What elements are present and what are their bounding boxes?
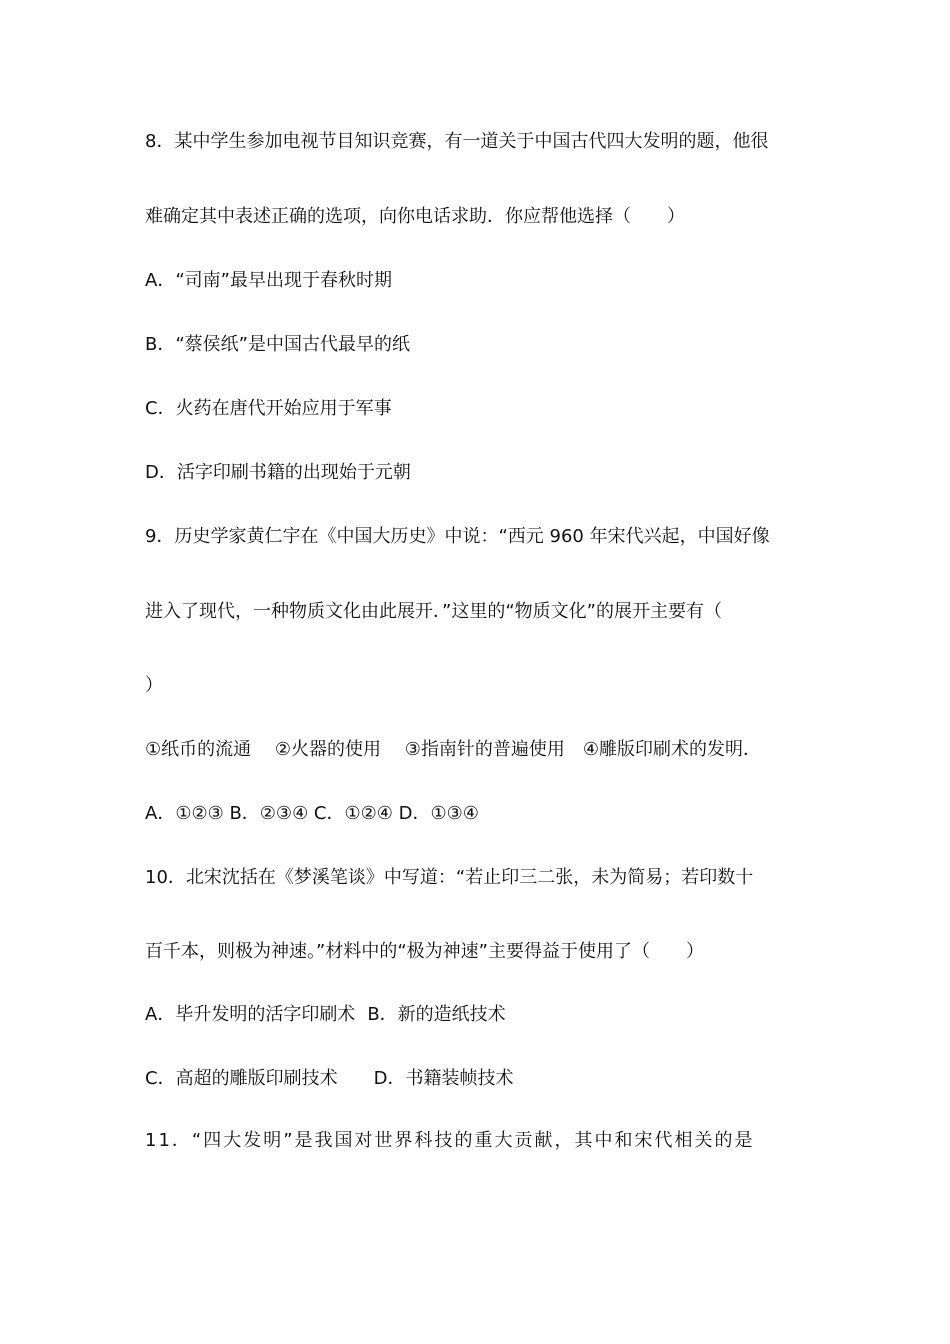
question-8-stem-line-1: 8．某中学生参加电视节目知识竞赛，有一道关于中国古代四大发明的题，他很	[145, 131, 769, 152]
question-11-stem-line-1: 11．“四大发明”是我国对世界科技的重大贡献，其中和宋代相关的是	[145, 1130, 755, 1151]
question-9-stem-line-2: 进入了现代，一种物质文化由此展开．”这里的“物质文化”的展开主要有（	[145, 601, 722, 622]
question-8-option-a: A．“司南”最早出现于春秋时期	[145, 270, 392, 291]
question-10-options-row-1	[145, 1003, 506, 1027]
question-9-options: A．①②③ B．②③④ C．①②④ D．①③④	[145, 803, 479, 824]
question-10-option-a: A．毕升发明的活字印刷术	[145, 1004, 356, 1025]
question-9-stem-line-3: ）	[145, 675, 163, 696]
question-8-option-c: C．火药在唐代开始应用于军事	[145, 398, 392, 419]
question-9-stem-line-1: 9．历史学家黄仁宇在《中国大历史》中说：“西元 960 年宋代兴起，中国好像	[145, 526, 770, 547]
question-10-option-d: D．书籍装帧技术	[373, 1068, 514, 1089]
question-8-option-d: D．活字印刷书籍的出现始于元朝	[145, 462, 411, 483]
question-9-items: ①纸币的流通 ②火器的使用 ③指南针的普遍使用 ④雕版印刷术的发明．	[145, 739, 761, 760]
question-10-options-row-2	[145, 1067, 513, 1091]
question-10-stem-line-1: 10．北宋沈括在《梦溪笔谈》中写道：“若止印三二张，未为简易；若印数十	[145, 867, 754, 888]
question-8-option-b: B．“蔡侯纸”是中国古代最早的纸	[145, 334, 410, 355]
question-10-option-c: C．高超的雕版印刷技术	[145, 1068, 338, 1089]
question-10-option-b: B．新的造纸技术	[367, 1004, 506, 1025]
question-10-stem-line-2: 百千本，则极为神速。”材料中的“极为神速”主要得益于使用了（ ）	[145, 941, 704, 962]
question-8-stem-line-2: 难确定其中表述正确的选项，向你电话求助．你应帮他选择（ ）	[145, 206, 685, 227]
